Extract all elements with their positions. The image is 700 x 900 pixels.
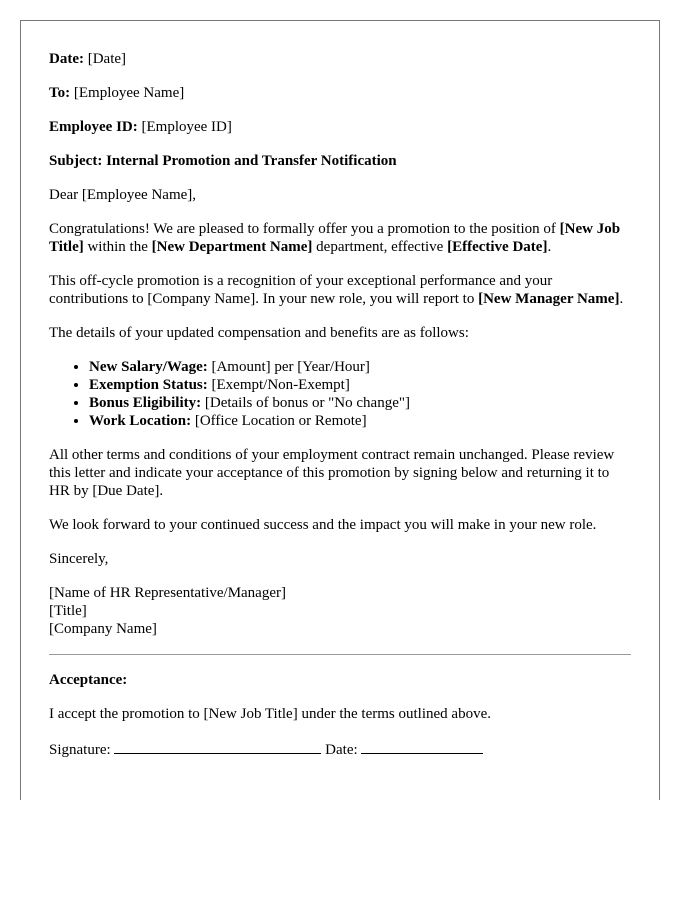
new-manager-name: [New Manager Name] (478, 291, 620, 307)
letter-page (20, 20, 660, 800)
signature-field[interactable] (114, 739, 321, 754)
subject: Subject: Internal Promotion and Transfer Notification (49, 153, 397, 169)
p1-text-a: Congratulations! We are pleased to formally offer you a promotion to the position of (49, 221, 560, 237)
new-job-title: [New Job Title] (49, 221, 621, 255)
paragraph-terms: All other terms and conditions of your employment contract remain unchanged. Please review this letter and indicate your acceptance of this promotion by signing below and returning it to HR by [Due Date]. (49, 447, 615, 499)
date-line (49, 50, 631, 68)
to-value: [Employee Name] (70, 85, 185, 101)
employee-id-label: Employee ID: (49, 119, 138, 135)
paragraph-details-intro: The details of your updated compensation and benefits are as follows: (49, 325, 469, 341)
compensation-details-list (49, 358, 631, 430)
detail-value: [Office Location or Remote] (191, 413, 367, 429)
paragraph-promotion-offer (49, 220, 631, 256)
acceptance-date-field[interactable] (361, 739, 483, 754)
signer-block (49, 584, 631, 638)
detail-value: [Exempt/Non-Exempt] (207, 377, 350, 393)
closing: Sincerely, (49, 551, 109, 567)
signer-name: [Name of HR Representative/Manager] (49, 585, 286, 601)
detail-value: [Details of bonus or "No change"] (201, 395, 410, 411)
acceptance-statement: I accept the promotion to [New Job Title] under the terms outlined above. (49, 706, 491, 722)
acceptance-heading-line (49, 671, 631, 689)
acceptance-heading: Acceptance: (49, 672, 128, 688)
p2-text-b: . (619, 291, 624, 307)
effective-date: [Effective Date] (447, 239, 548, 255)
new-department-name: [New Department Name] (151, 239, 313, 255)
to-label: To: (49, 85, 71, 101)
p2-text-a: This off-cycle promotion is a recognition of your exceptional performance and your contributions to [Company Name]. In your new role, you will report to (49, 273, 553, 307)
employee-id-line (49, 118, 631, 136)
p1-text-b: within the (83, 239, 152, 255)
p1-text-d: . (547, 239, 552, 255)
list-item (89, 412, 631, 430)
list-item (89, 358, 631, 376)
paragraph-closing-remark: We look forward to your continued success and the impact you will make in your new role. (49, 517, 597, 533)
paragraph-recognition (49, 272, 631, 308)
detail-label: Exemption Status: (89, 377, 208, 393)
detail-label: Bonus Eligibility: (89, 395, 202, 411)
signer-company: [Company Name] (49, 621, 157, 637)
detail-label: Work Location: (89, 413, 192, 429)
signature-line (49, 739, 631, 759)
signature-label: Signature: (49, 742, 111, 758)
divider (49, 654, 631, 655)
to-line (49, 84, 631, 102)
list-item (89, 394, 631, 412)
subject-line (49, 152, 631, 170)
employee-id-value: [Employee ID] (137, 119, 232, 135)
date-value: [Date] (83, 51, 127, 67)
list-item (89, 376, 631, 394)
salutation: Dear [Employee Name], (49, 187, 197, 203)
signer-title: [Title] (49, 603, 87, 619)
detail-label: New Salary/Wage: (89, 359, 208, 375)
date-label: Date: (49, 51, 84, 67)
detail-value: [Amount] per [Year/Hour] (207, 359, 370, 375)
p1-text-c: department, effective (312, 239, 448, 255)
acceptance-date-label: Date: (325, 742, 358, 758)
